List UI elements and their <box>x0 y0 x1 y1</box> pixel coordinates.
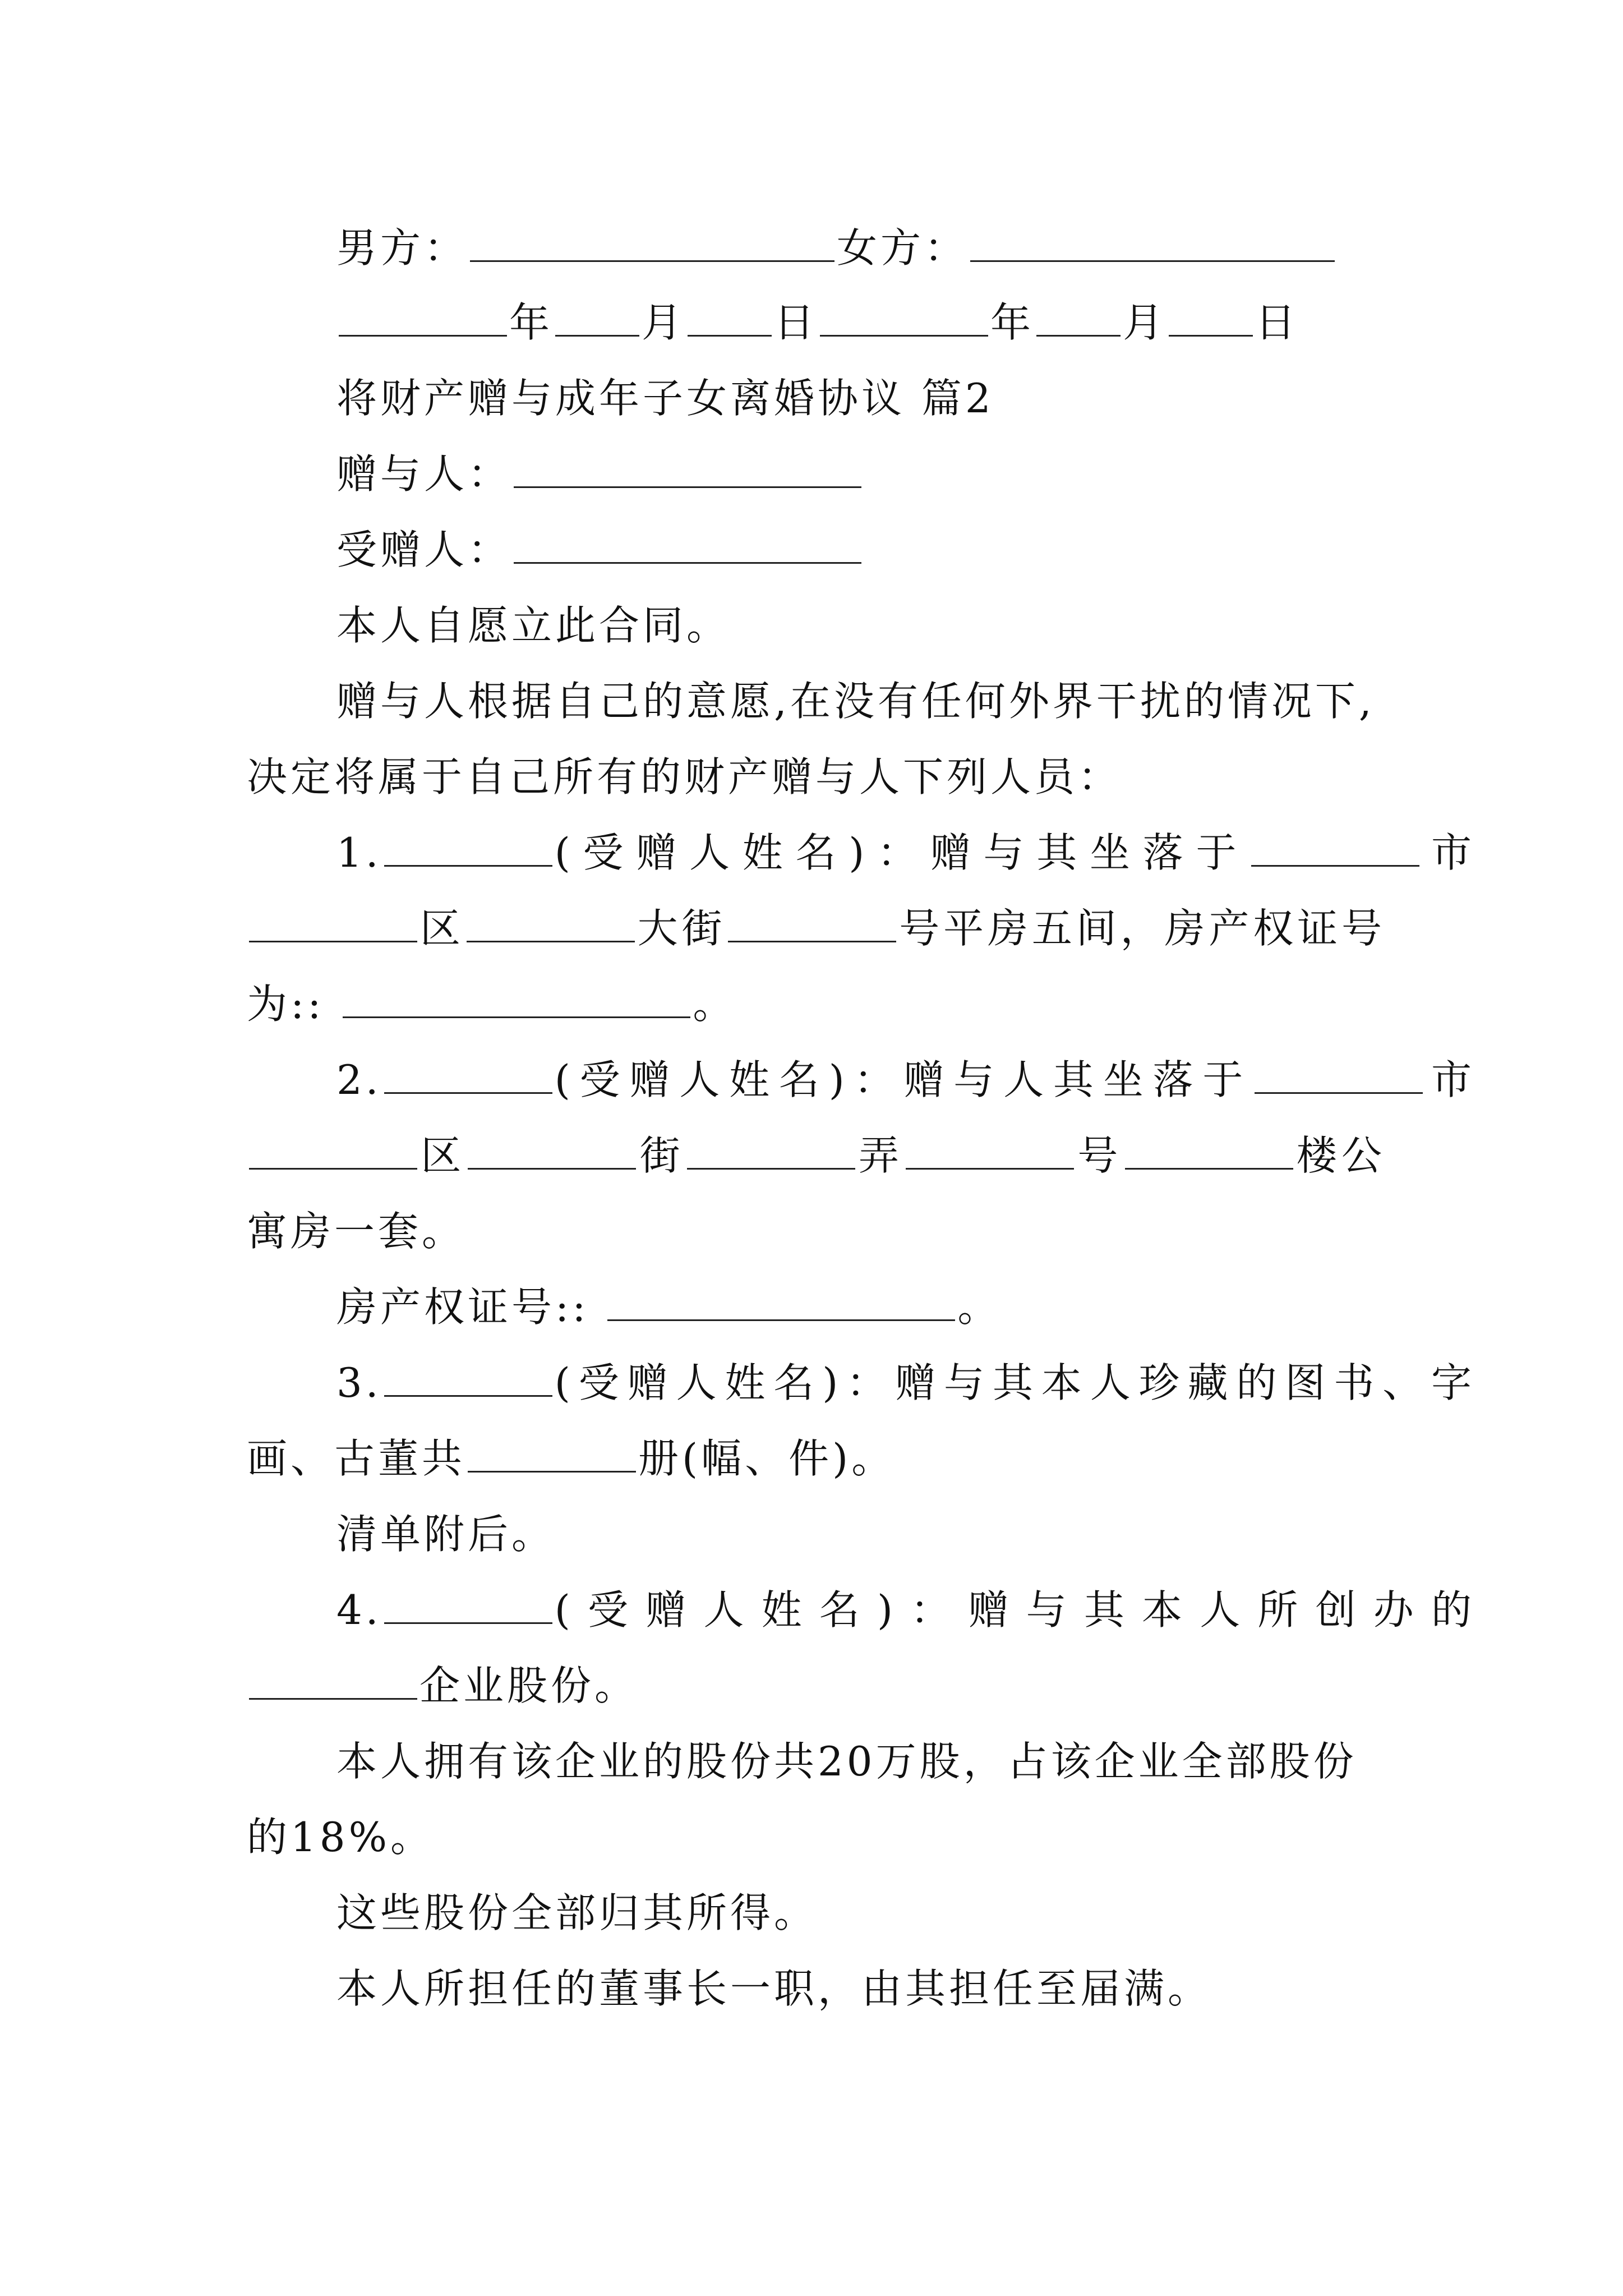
item1-city: 市 <box>1422 829 1475 876</box>
female-blank <box>970 221 1335 262</box>
item4-shares-line-1: 本人拥有该企业的股份共20万股，占该企业全部股份 <box>336 1738 1357 1785</box>
intro-line-2: 决定将属于自己所有的财产赠与人下列人员： <box>247 753 1122 800</box>
date-line <box>247 283 1475 362</box>
item2-building: 楼公 <box>1295 1132 1385 1179</box>
item1-cert-blank <box>343 977 690 1018</box>
item3-number: 3. <box>336 1359 382 1406</box>
item4-chairman: 本人所担任的董事长一职，由其担任至届满。 <box>336 1965 1212 2012</box>
donor-blank <box>514 447 861 488</box>
item2-name-blank <box>384 1053 552 1094</box>
year-blank-2 <box>820 296 988 337</box>
month-blank <box>555 296 639 337</box>
item3-line-1 <box>247 1343 1475 1422</box>
donor-label: 赠与人： <box>336 450 512 498</box>
item2-end: 。 <box>957 1283 1002 1331</box>
female-label: 女方： <box>837 224 969 272</box>
item2-apartment: 寓房一套。 <box>247 1208 466 1255</box>
item1-cert-prefix: 为:: <box>247 981 325 1028</box>
item3-count-blank <box>468 1432 636 1473</box>
month-blank-2 <box>1036 296 1121 337</box>
item1-line-2 <box>247 889 1385 968</box>
donee-blank <box>514 523 861 564</box>
item2-building-blank <box>1125 1129 1293 1170</box>
item1-street-blank <box>467 901 635 942</box>
item1-city-blank <box>1251 826 1419 867</box>
item4-enterprise-blank <box>249 1659 417 1700</box>
male-blank <box>470 221 834 262</box>
item1-line-3 <box>247 965 1385 1043</box>
item4-number: 4. <box>336 1586 382 1634</box>
item2-lane: 弄 <box>857 1132 904 1179</box>
item2-number-blank <box>906 1129 1074 1170</box>
male-label: 男方： <box>336 224 468 272</box>
item3-line-2 <box>247 1419 1385 1498</box>
item2-number: 2. <box>336 1056 382 1103</box>
item2-cert-label: 房产权证号:: <box>336 1283 589 1331</box>
section-title: 将财产赠与成年子女离婚协议 篇2 <box>336 375 994 422</box>
item1-house: 号平房五间，房产权证号 <box>898 905 1385 952</box>
item2-city: 市 <box>1425 1056 1475 1103</box>
item3-list-note: 清单附后。 <box>336 1511 556 1558</box>
item2-district: 区 <box>419 1132 466 1179</box>
item2-text: (受赠人姓名)：赠与人其坐落于 <box>554 1056 1253 1103</box>
donee-line <box>247 510 1475 589</box>
day-blank <box>688 296 772 337</box>
item2-city-blank <box>1255 1053 1423 1094</box>
signature-line <box>247 209 1475 287</box>
item2-cert-blank <box>607 1280 955 1321</box>
donor-line <box>247 435 1475 513</box>
year-label-2: 年 <box>990 299 1035 346</box>
item1-line-1 <box>247 813 1475 892</box>
item2-lane-blank <box>687 1129 855 1170</box>
item4-all-shares: 这些股份全部归其所得。 <box>336 1889 818 1936</box>
month-label: 月 <box>642 299 686 346</box>
item4-line-1 <box>247 1571 1475 1649</box>
item3-text: (受赠人姓名)：赠与其本人珍藏的图书、字 <box>554 1359 1475 1406</box>
item4-name-blank <box>384 1583 552 1624</box>
item2-number-suffix: 号 <box>1076 1132 1123 1179</box>
day-blank-2 <box>1169 296 1253 337</box>
item1-end: 。 <box>693 981 737 1028</box>
item1-district: 区 <box>419 905 464 952</box>
item3-collection-prefix: 画、古董共 <box>247 1435 466 1482</box>
donee-label: 受赠人： <box>336 526 512 573</box>
month-label-2: 月 <box>1123 299 1167 346</box>
voluntary-statement: 本人自愿立此合同。 <box>336 602 731 649</box>
item2-district-blank <box>249 1129 417 1170</box>
item2-cert-line <box>247 1268 1475 1346</box>
item4-enterprise: 企业股份。 <box>419 1662 639 1709</box>
item2-line-1 <box>247 1041 1475 1119</box>
item4-shares-line-2: 的18%。 <box>247 1814 435 1861</box>
year-blank <box>339 296 507 337</box>
item3-collection-suffix: 册(幅、件)。 <box>638 1435 896 1482</box>
item2-street-blank <box>468 1129 636 1170</box>
item2-street: 街 <box>638 1132 685 1179</box>
item1-street: 大街 <box>637 905 726 952</box>
item4-text: (受赠人姓名)：赠与其本人所创办的 <box>554 1586 1475 1634</box>
day-label-2: 日 <box>1255 299 1299 346</box>
day-label: 日 <box>774 299 818 346</box>
item1-text: (受赠人姓名)：赠与其坐落于 <box>554 829 1249 876</box>
item1-number: 1. <box>336 829 382 876</box>
year-label: 年 <box>509 299 554 346</box>
item2-line-2 <box>247 1116 1385 1195</box>
item3-name-blank <box>384 1356 552 1397</box>
intro-line-1: 赠与人根据自己的意愿,在没有任何外界干扰的情况下, <box>336 678 1375 725</box>
item4-line-2 <box>247 1646 1385 1725</box>
item1-name-blank <box>384 826 552 867</box>
item1-house-blank <box>728 901 896 942</box>
item1-district-blank <box>249 901 417 942</box>
